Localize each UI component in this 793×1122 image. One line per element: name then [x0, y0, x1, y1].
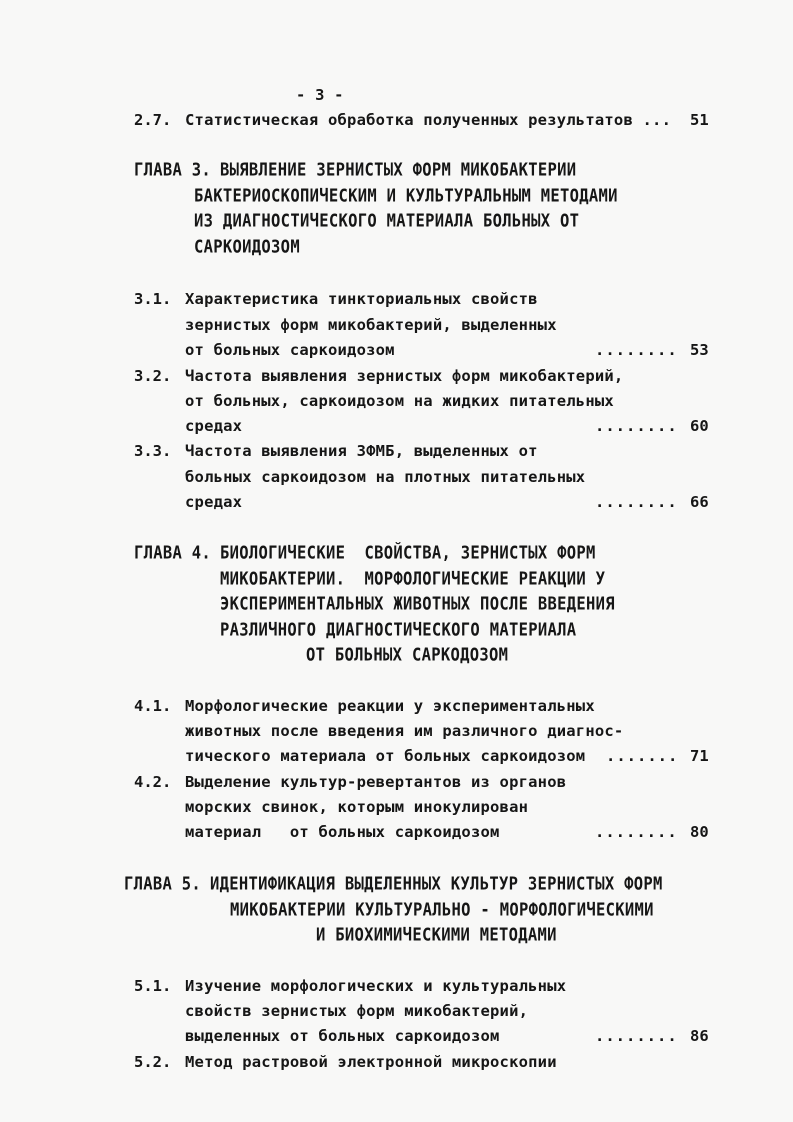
section-title: Статистическая обработка полученных результатов ...	[185, 111, 672, 129]
page-ref: 53	[690, 341, 709, 359]
leader-dots: ........	[595, 1027, 678, 1045]
chapter-title-line: БАКТЕРИОСКОПИЧЕСКИМ И КУЛЬТУРАЛЬНЫМ МЕТОДАМИ	[194, 185, 618, 207]
chapter-title-line: МИКОБАКТЕРИИ КУЛЬТУРАЛЬНО - МОРФОЛОГИЧЕСКИМИ	[230, 899, 654, 921]
section-title: средах	[185, 493, 243, 511]
section-number: 3.1.	[134, 290, 172, 308]
leader-dots: .......	[606, 747, 679, 765]
leader-dots: ........	[595, 493, 678, 511]
section-title: Метод растровой электронной микроскопии	[185, 1053, 557, 1071]
chapter-title-line: БИОЛОГИЧЕСКИЕ СВОЙСТВА, ЗЕРНИСТЫХ ФОРМ	[220, 542, 596, 564]
section-title: материал от больных саркоидозом	[185, 823, 500, 841]
section-title: морских свинок, которым инокулирован	[185, 798, 529, 816]
section-number: 3.2.	[134, 367, 172, 385]
page-ref: 71	[690, 747, 709, 765]
section-title: от больных, саркоидозом на жидких питательных	[185, 392, 614, 410]
section-number: 3.3.	[134, 442, 172, 460]
chapter-title-line: ИДЕНТИФИКАЦИЯ ВЫДЕЛЕННЫХ КУЛЬТУР ЗЕРНИСТЫХ ФОРМ	[210, 873, 663, 895]
section-title: выделенных от больных саркоидозом	[185, 1027, 500, 1045]
chapter-title-line: И БИОХИМИЧЕСКИМИ МЕТОДАМИ	[316, 924, 557, 946]
section-title: Частота выявления ЗФМБ, выделенных от	[185, 442, 538, 460]
section-number: 4.1.	[134, 697, 172, 715]
section-number: 4.2.	[134, 773, 172, 791]
section-title: Частота выявления зернистых форм микобактерий,	[185, 367, 624, 385]
section-title: Характеристика тинкториальных свойств	[185, 290, 538, 308]
chapter-title-line: САРКОИДОЗОМ	[194, 236, 300, 258]
section-title: зернистых форм микобактерий, выделенных	[185, 316, 557, 334]
chapter-label: ГЛАВА 5.	[124, 873, 202, 895]
chapter-title-line: ИЗ ДИАГНОСТИЧЕСКОГО МАТЕРИАЛА БОЛЬНЫХ ОТ	[194, 210, 580, 232]
chapter-title-line: ВЫЯВЛЕНИЕ ЗЕРНИСТЫХ ФОРМ МИКОБАКТЕРИИ	[220, 159, 577, 181]
chapter-label: ГЛАВА 4.	[134, 542, 212, 564]
page-ref: 86	[690, 1027, 709, 1045]
section-title: от больных саркоидозом	[185, 341, 395, 359]
section-title: Изучение морфологических и культуральных	[185, 977, 567, 995]
section-number: 2.7.	[134, 111, 172, 129]
page-ref: 80	[690, 823, 709, 841]
chapter-label: ГЛАВА 3.	[134, 159, 212, 181]
section-title: больных саркоидозом на плотных питательных	[185, 468, 586, 486]
section-title: Морфологические реакции у экспериментальных	[185, 697, 595, 715]
section-title: животных после введения им различного диагнос-	[185, 722, 624, 740]
section-title: тического материала от больных саркоидозом	[185, 747, 586, 765]
chapter-title-line: МИКОБАКТЕРИИ. МОРФОЛОГИЧЕСКИЕ РЕАКЦИИ У	[220, 568, 606, 590]
section-number: 5.2.	[134, 1053, 172, 1071]
section-title: свойств зернистых форм микобактерий,	[185, 1002, 529, 1020]
page-ref: 66	[690, 493, 709, 511]
page-ref: 51	[690, 111, 709, 129]
leader-dots: ........	[595, 341, 678, 359]
page-ref: 60	[690, 417, 709, 435]
chapter-title-line: ОТ БОЛЬНЫХ САРКОДОЗОМ	[306, 644, 509, 666]
section-title: Выделение культур-ревертантов из органов	[185, 773, 567, 791]
page-number: - 3 -	[296, 86, 344, 104]
section-title: средах	[185, 417, 243, 435]
section-number: 5.1.	[134, 977, 172, 995]
chapter-title-line: ЭКСПЕРИМЕНТАЛЬНЫХ ЖИВОТНЫХ ПОСЛЕ ВВЕДЕНИЯ	[220, 593, 615, 615]
leader-dots: ........	[595, 417, 678, 435]
leader-dots: ........	[595, 823, 678, 841]
chapter-title-line: РАЗЛИЧНОГО ДИАГНОСТИЧЕСКОГО МАТЕРИАЛА	[220, 619, 577, 641]
